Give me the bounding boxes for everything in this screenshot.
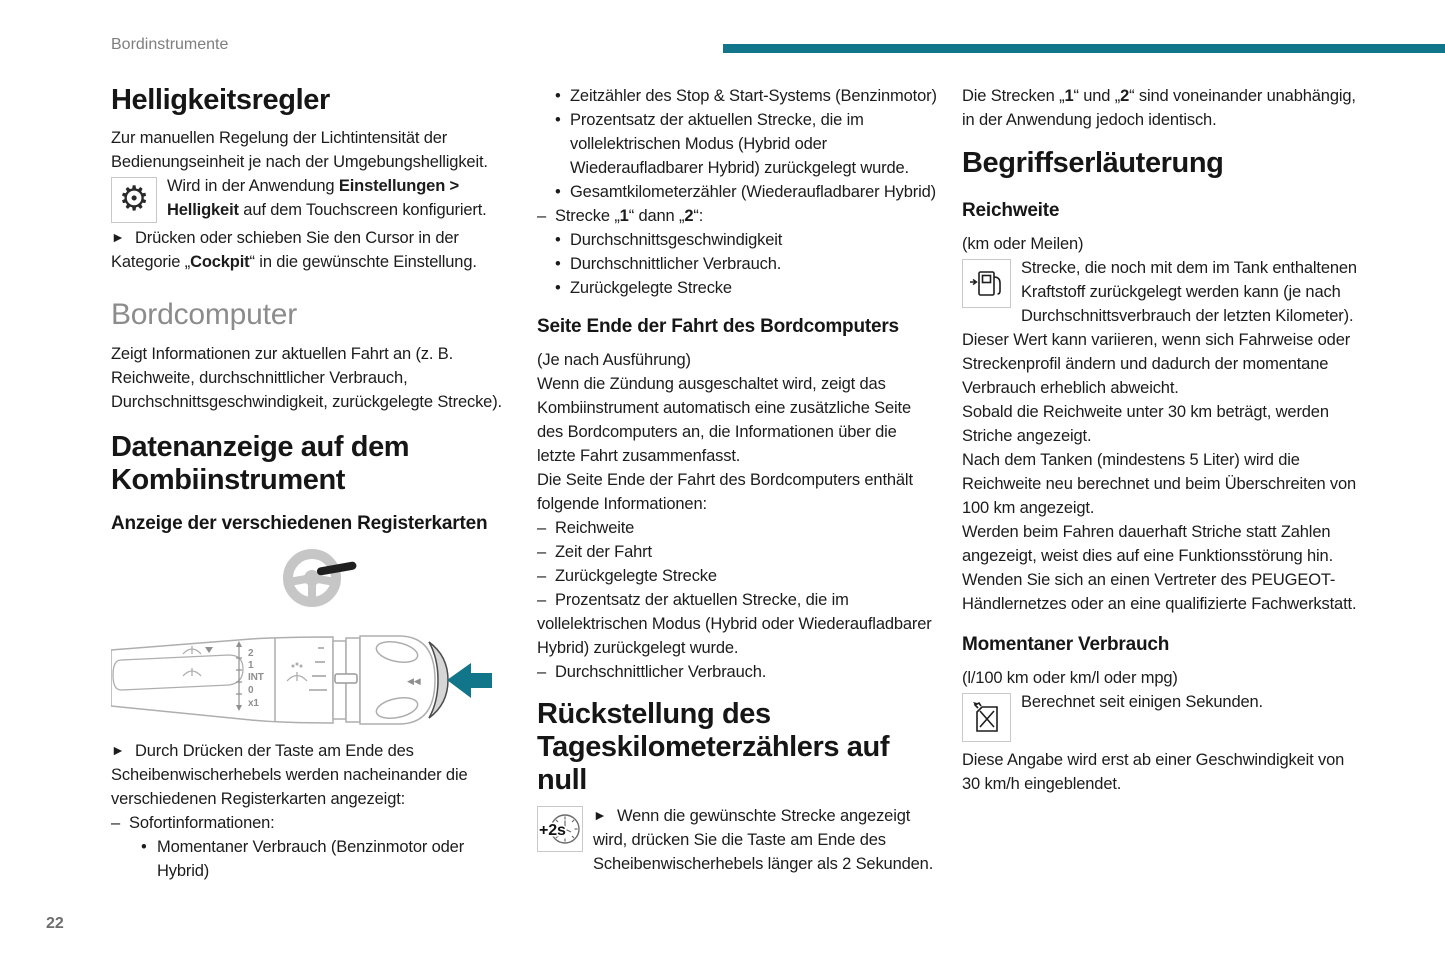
- list-item: – Zurückgelegte Strecke: [537, 567, 717, 585]
- svg-text:INT: INT: [248, 672, 264, 683]
- paragraph: Berechnet seit einigen Sekunden.: [1021, 693, 1263, 711]
- verbrauch-definition: [962, 690, 1364, 714]
- stalk-body: [111, 636, 435, 724]
- paragraph: Sobald die Reichweite unter 30 km beträgt, werden Striche angezeigt.: [962, 403, 1329, 445]
- paragraph: (Je nach Ausführung): [537, 351, 691, 369]
- rewind-icon: ◀◀: [407, 676, 421, 686]
- column-3: [962, 84, 1364, 796]
- heading-bordcomputer: Bordcomputer: [111, 298, 298, 331]
- paragraph: Zur manuellen Regelung der Lichtintensität der Bedienungseinheit je nach der Umgebungshelligkeit.: [111, 129, 488, 171]
- svg-text:1: 1: [248, 660, 254, 671]
- paragraph: Strecke, die noch mit dem im Tank enthaltenen Kraftstoff zurückgelegt werden kann (je nach Durchschnittsverbrauch der letzten Kilometer).: [1021, 259, 1357, 325]
- list-item: – Strecke „1“ dann „2“:: [537, 207, 704, 225]
- list-item: • Durchschnittlicher Verbrauch.: [555, 255, 782, 273]
- arrow-marker: ►: [593, 807, 607, 823]
- subheading-reichweite: Reichweite: [962, 200, 1060, 221]
- subheading-seite-ende: Seite Ende der Fahrt des Bordcomputers: [537, 316, 899, 337]
- svg-text:0: 0: [248, 685, 254, 696]
- list-item: • Zeitzähler des Stop & Start-Systems (Benzinmotor): [555, 87, 937, 105]
- arrow-marker: ►: [111, 229, 125, 245]
- paragraph: Die Strecken „1“ und „2“ sind voneinander unabhängig, in der Anwendung jedoch identisch.: [962, 87, 1356, 129]
- press-2s-icon: [537, 806, 583, 852]
- paragraph: Die Seite Ende der Fahrt des Bordcomputers enthält folgende Informationen:: [537, 471, 913, 513]
- paragraph: Nach dem Tanken (mindestens 5 Liter) wird die Reichweite neu berechnet und beim Überschreiten von 100 km angezeigt.: [962, 451, 1357, 517]
- pointer-arrow: [447, 663, 492, 698]
- heading-helligkeitsregler: Helligkeitsregler: [111, 84, 330, 116]
- list-item: • Momentaner Verbrauch (Benzinmotor oder Hybrid): [141, 838, 465, 880]
- fuel-can-icon: [962, 693, 1011, 742]
- instruction-step: ► Durch Drücken der Taste am Ende des Scheibenwischerhebels werden nacheinander die verschiedenen Registerkarten angezeigt:: [111, 738, 513, 811]
- paragraph: Werden beim Fahren dauerhaft Striche statt Zahlen angezeigt, weist dies auf eine Funktionsstörung hin. Wenden Sie sich an einen Vertreter des PEUGEOT-Händlernetzes oder an eine qualifizierte Fachwerkstatt.: [962, 523, 1357, 613]
- instruction-step: ► Drücken oder schieben Sie den Cursor in der Kategorie „Cockpit“ in die gewünschte Einstellung.: [111, 225, 513, 274]
- list-item: – Reichweite: [537, 519, 635, 537]
- list-item: – Zeit der Fahrt: [537, 543, 652, 561]
- column-1: [111, 84, 513, 883]
- list-item: • Gesamtkilometerzähler (Wiederaufladbarer Hybrid): [555, 183, 937, 201]
- arrow-marker: ►: [111, 742, 125, 758]
- svg-text:2: 2: [248, 648, 254, 659]
- page-number: 22: [46, 915, 64, 932]
- accent-bar: [723, 44, 1445, 53]
- paragraph: (km oder Meilen): [962, 235, 1084, 253]
- paragraph: Zeigt Informationen zur aktuellen Fahrt an (z. B. Reichweite, durchschnittlicher Verbrauch, Durchschnittsgeschwindigkeit, zurückgelegte Strecke).: [111, 345, 502, 411]
- steering-wheel-icon: [288, 554, 357, 602]
- paragraph: Dieser Wert kann variieren, wenn sich Fahrweise oder Streckenprofil ändern und dadurch der momentane Verbrauch erheblich abweicht.: [962, 331, 1351, 397]
- svg-text:x1: x1: [248, 698, 259, 709]
- column-2: [537, 84, 939, 876]
- subheading-momentaner-verbrauch: Momentaner Verbrauch: [962, 634, 1170, 655]
- settings-note: [111, 174, 513, 222]
- heading-rueckstellung: Rückstellung des Tageskilometerzählers auf null: [537, 698, 890, 796]
- paragraph: Diese Angabe wird erst ab einer Geschwindigkeit von 30 km/h eingeblendet.: [962, 751, 1345, 793]
- running-header: Bordinstrumente: [111, 36, 229, 53]
- paragraph: Wird in der Anwendung Einstellungen > Helligkeit auf dem Touchscreen konfiguriert.: [167, 177, 487, 219]
- paragraph: (l/100 km oder km/l oder mpg): [962, 669, 1178, 687]
- fuel-pump-icon: [962, 259, 1011, 308]
- list-item: – Durchschnittlicher Verbrauch.: [537, 663, 767, 681]
- instruction-step: ► Wenn die gewünschte Strecke angezeigt wird, drücken Sie die Taste am Ende des Scheibenwischerhebels länger als 2 Sekunden.: [537, 803, 939, 876]
- list-item: • Zurückgelegte Strecke: [555, 279, 732, 297]
- gear-icon: ⚙: [111, 177, 157, 223]
- press-2s-label: +2s: [539, 822, 566, 839]
- wiper-stalk-illustration: [111, 546, 513, 734]
- list-item: • Durchschnittsgeschwindigkeit: [555, 231, 783, 249]
- heading-datenanzeige: Datenanzeige auf dem Kombiinstrument: [111, 431, 410, 496]
- list-item: – Sofortinformationen:: [111, 814, 275, 832]
- list-item: – Prozentsatz der aktuellen Strecke, die im vollelektrischen Modus (Hybrid oder Wiederaufladbarer Hybrid) zurückgelegt wurde.: [537, 591, 932, 657]
- list-item: • Prozentsatz der aktuellen Strecke, die im vollelektrischen Modus (Hybrid oder Wiederaufladbarer Hybrid) zurückgelegt wurde.: [555, 111, 909, 177]
- reichweite-definition: [962, 256, 1364, 328]
- reset-instruction: [537, 803, 939, 876]
- heading-begriffserlaeuterung: Begriffserläuterung: [962, 147, 1224, 179]
- paragraph: Wenn die Zündung ausgeschaltet wird, zeigt das Kombiinstrument automatisch eine zusätzliche Seite des Bordcomputers an, die Informationen über die letzte Fahrt zusammenfasst.: [537, 375, 912, 465]
- subheading-registerkarten: Anzeige der verschiedenen Registerkarten: [111, 513, 488, 534]
